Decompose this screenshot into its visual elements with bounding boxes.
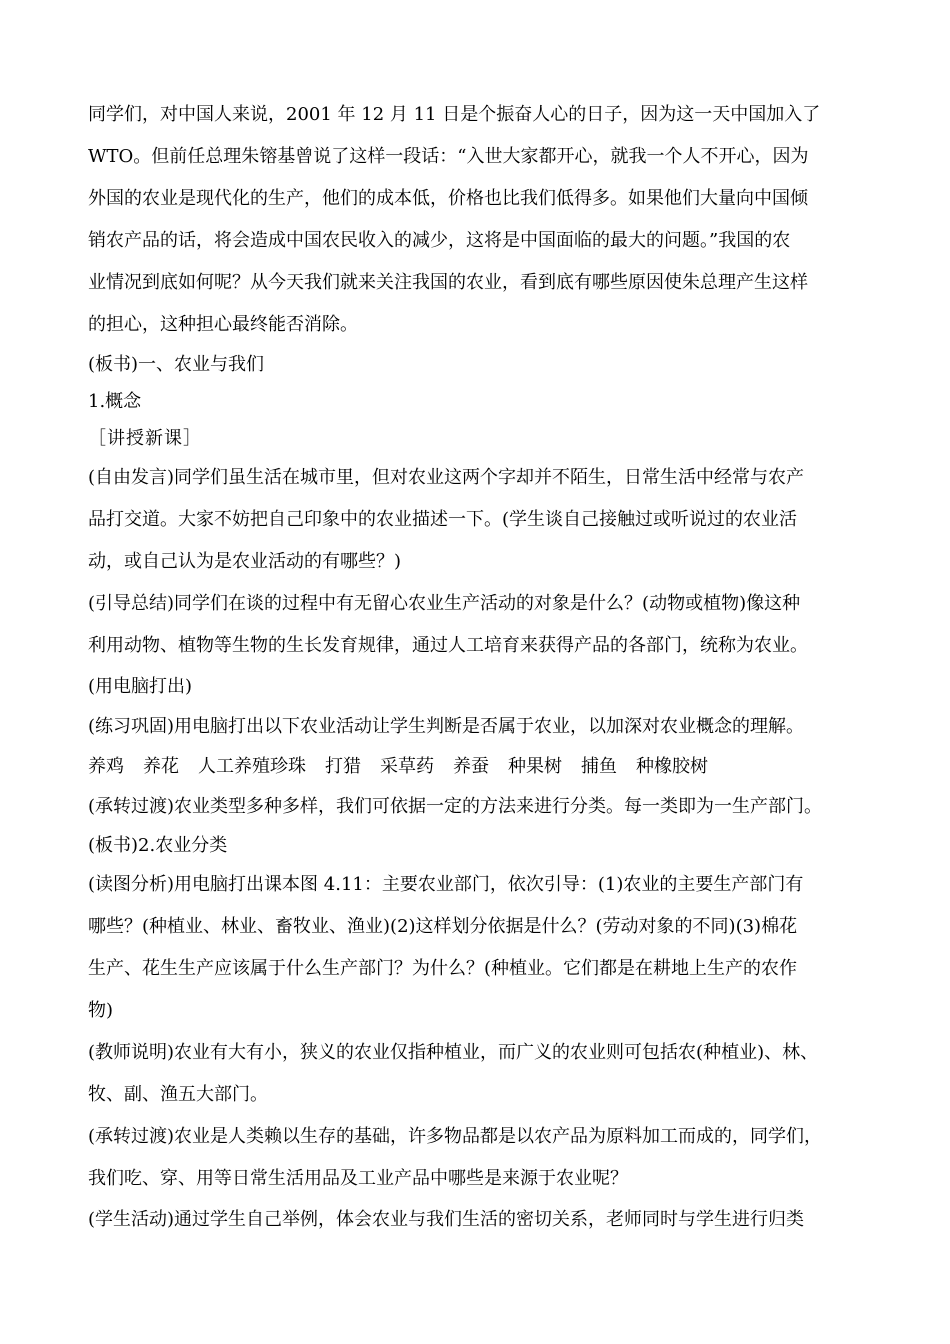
transition-paragraph-2 (88, 1116, 888, 1200)
transition-paragraph-1: (承转过渡)农业类型多种多样，我们可依据一定的方法来进行分类。每一类即为一生产部门。 (88, 796, 823, 817)
transition-line: (承转过渡)农业是人类赖以生存的基础，许多物品都是以农产品为原料加工而成的，同学们， (88, 1126, 823, 1147)
intro-line: 同学们，对中国人来说，2001 年 12 月 11 日是个振奋人心的日子，因为这一天中国加入了 (88, 104, 821, 125)
activity-item: 养蚕 (453, 756, 489, 777)
free-speech-line: (自由发言)同学们虽生活在城市里，但对农业这两个字却并不陌生，日常生活中经常与农产 (88, 467, 805, 488)
activity-item: 种橡胶树 (636, 756, 708, 777)
read-chart-line: 生产、花生生产应该属于什么生产部门？为什么？(种植业。它们都是在耕地上生产的农作 (88, 958, 798, 979)
concept-heading: 1.概念 (88, 391, 142, 412)
board-heading-1: (板书)一、农业与我们 (88, 354, 265, 375)
computer-out-note: (用电脑打出) (88, 676, 193, 697)
free-speech-line: 动，或自己认为是农业活动的有哪些？) (88, 551, 402, 572)
activity-item: 养花 (143, 756, 179, 777)
teacher-note-line: 牧、副、渔五大部门。 (88, 1084, 268, 1105)
read-chart-paragraph (88, 864, 888, 1032)
guide-summary-paragraph (88, 583, 888, 667)
practice-paragraph: (练习巩固)用电脑打出以下农业活动让学生判断是否属于农业，以加深对农业概念的理解。 (88, 716, 805, 737)
intro-paragraph (88, 94, 888, 346)
intro-line: 的担心，这种担心最终能否消除。 (88, 314, 358, 335)
intro-line: WTO。但前任总理朱镕基曾说了这样一段话：“入世大家都开心，就我一个人不开心，因为 (88, 146, 809, 167)
activity-item: 打猎 (325, 756, 361, 777)
new-lesson-heading: ［讲授新课］ (88, 428, 202, 449)
student-activity-paragraph: (学生活动)通过学生自己举例，体会农业与我们生活的密切关系，老师同时与学生进行归类 (88, 1209, 805, 1230)
intro-line: 外国的农业是现代化的生产，他们的成本低，价格也比我们低得多。如果他们大量向中国倾 (88, 188, 808, 209)
intro-line: 业情况到底如何呢？从今天我们就来关注我国的农业，看到底有哪些原因使朱总理产生这样 (88, 272, 808, 293)
guide-summary-line: (引导总结)同学们在谈的过程中有无留心农业生产活动的对象是什么？(动物或植物)像这种 (88, 593, 801, 614)
teacher-note-paragraph (88, 1032, 888, 1116)
activity-item: 养鸡 (88, 756, 124, 777)
free-speech-line: 品打交道。大家不妨把自己印象中的农业描述一下。(学生谈自己接触过或听说过的农业活 (88, 509, 798, 530)
activity-item: 捕鱼 (581, 756, 617, 777)
read-chart-line: 哪些？(种植业、林业、畜牧业、渔业)(2)这样划分依据是什么？(劳动对象的不同)(3)棉花 (88, 916, 798, 937)
intro-line: 销农产品的话，将会造成中国农民收入的减少，这将是中国面临的最大的问题。”我国的农 (88, 230, 791, 251)
activity-item: 人工养殖珍珠 (198, 756, 306, 777)
read-chart-line: 物) (88, 1000, 114, 1021)
activity-list (88, 747, 888, 787)
transition-line: 我们吃、穿、用等日常生活用品及工业产品中哪些是来源于农业呢？ (88, 1168, 628, 1189)
board-heading-2: (板书)2.农业分类 (88, 835, 228, 856)
teacher-note-line: (教师说明)农业有大有小，狭义的农业仅指种植业，而广义的农业则可包括农(种植业)、林、 (88, 1042, 819, 1063)
read-chart-line: (读图分析)用电脑打出课本图 4.11：主要农业部门，依次引导：(1)农业的主要生产部门有 (88, 874, 804, 895)
guide-summary-line: 利用动物、植物等生物的生长发育规律，通过人工培育来获得产品的各部门，统称为农业。 (88, 635, 808, 656)
free-speech-paragraph (88, 457, 888, 583)
activity-item: 采草药 (380, 756, 434, 777)
activity-item: 种果树 (508, 756, 562, 777)
document-page (88, 94, 888, 1240)
